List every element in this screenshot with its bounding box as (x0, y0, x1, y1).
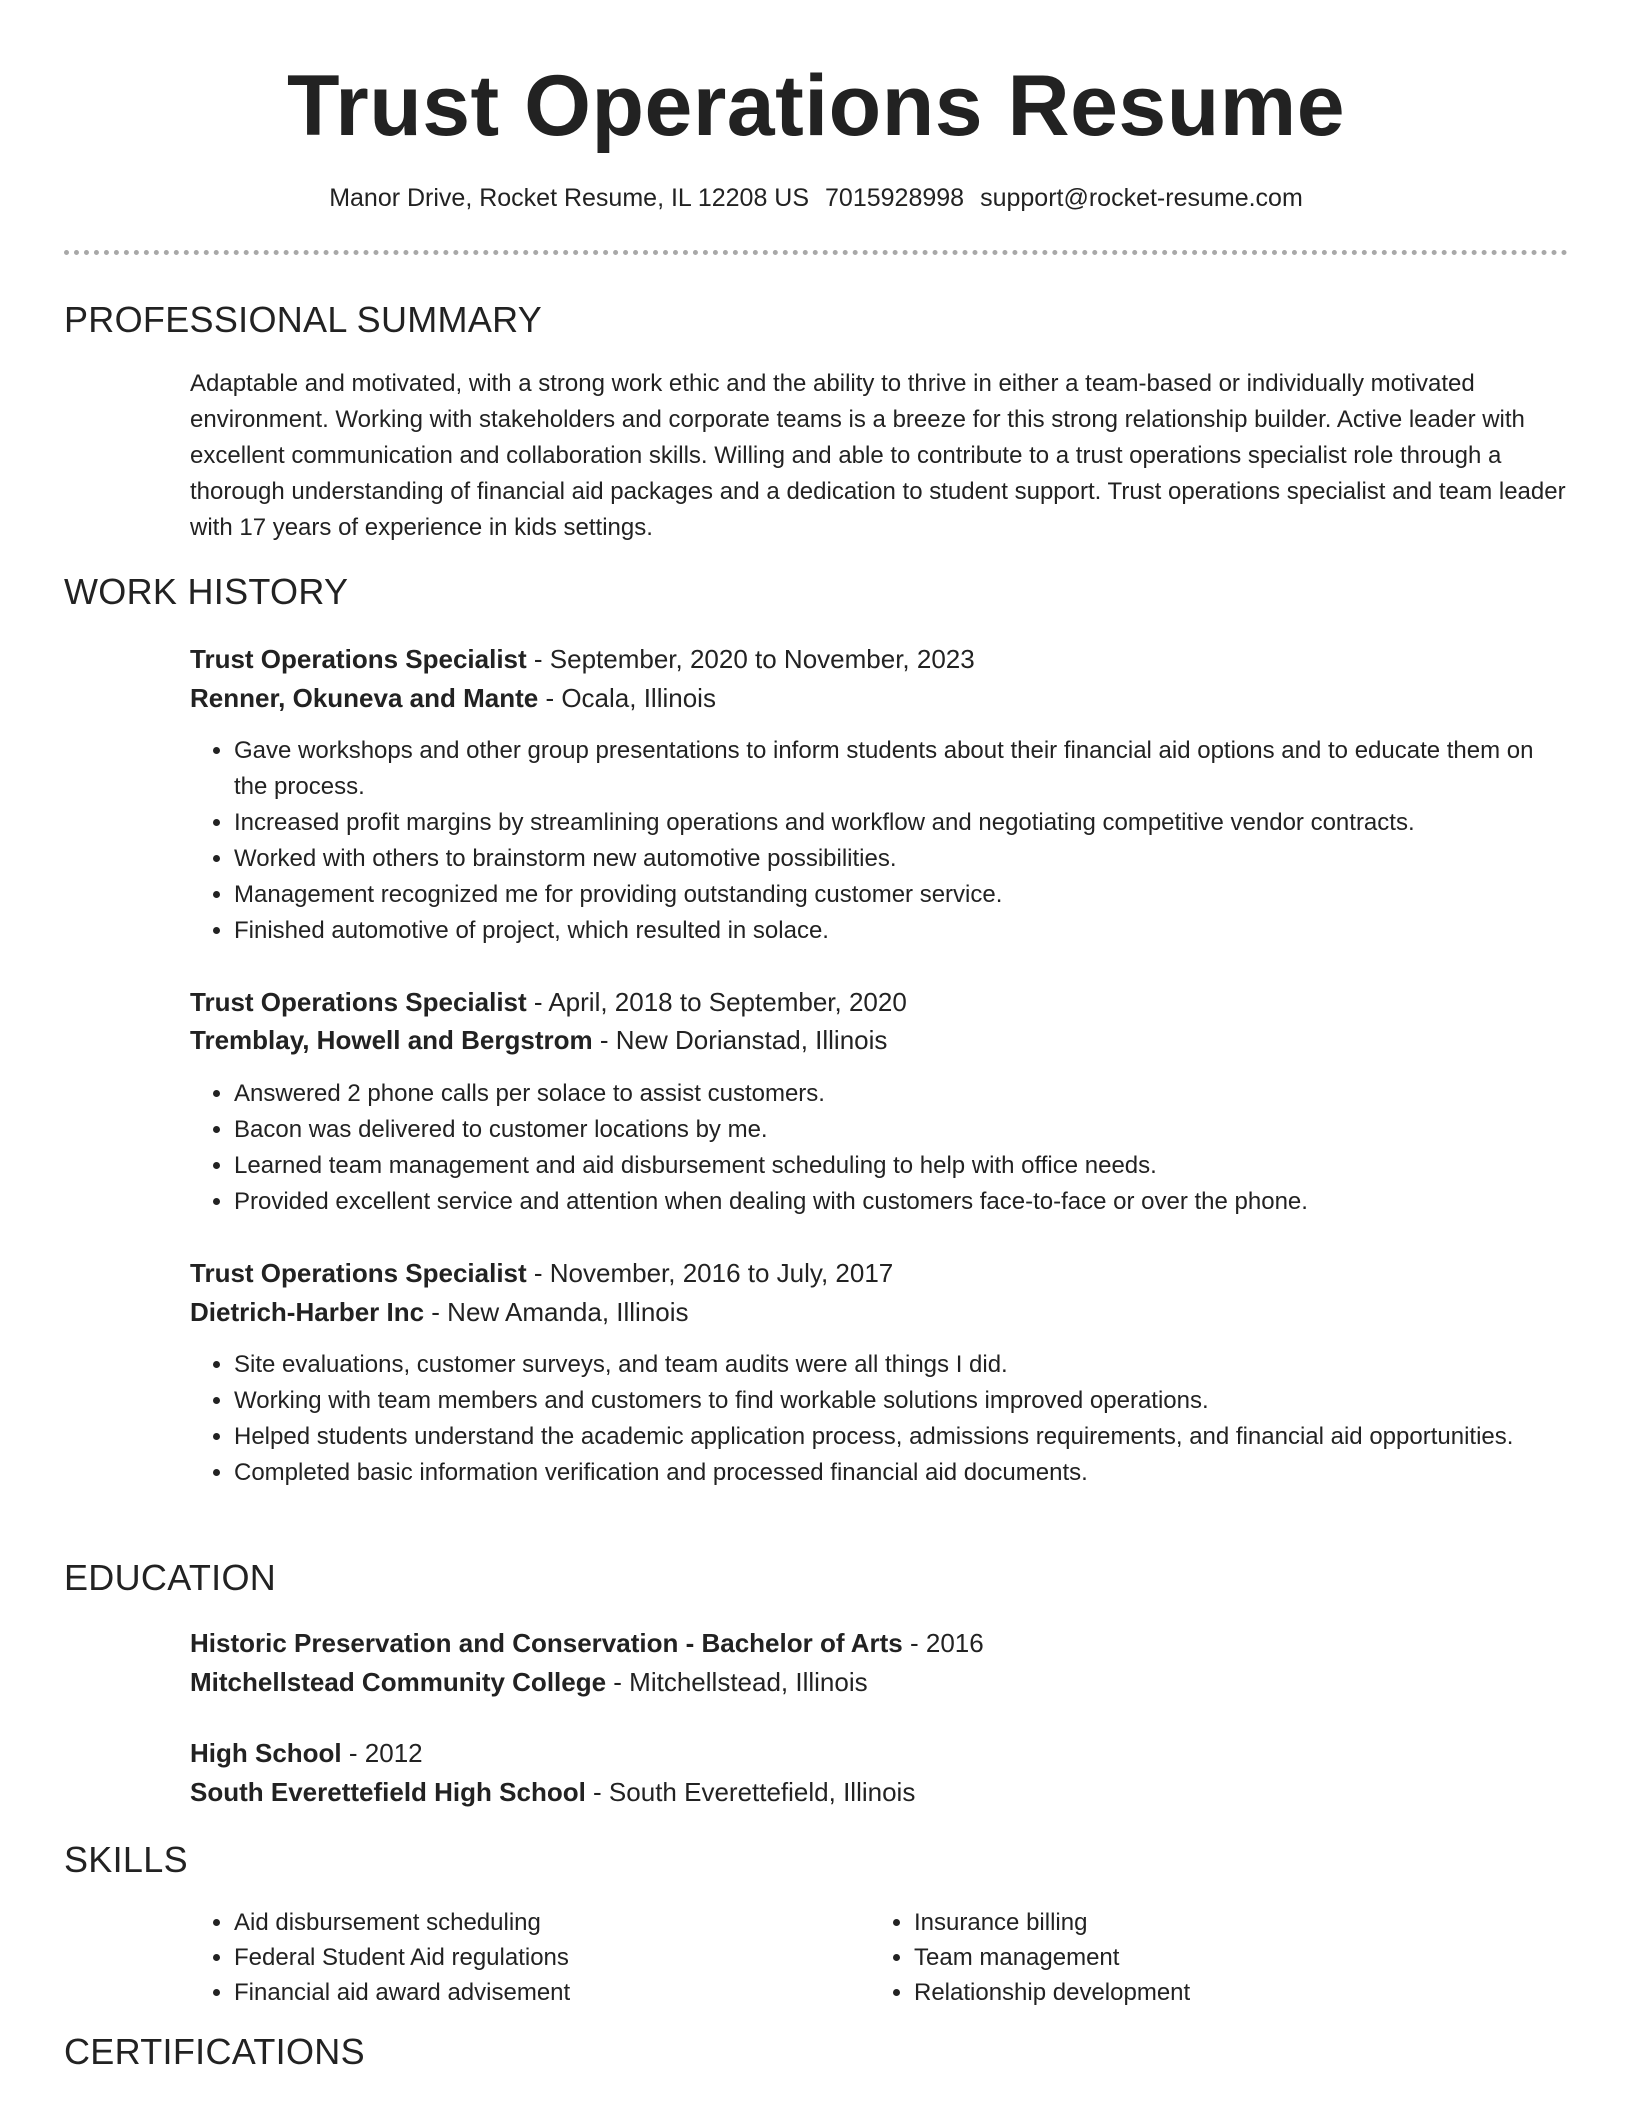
list-item: • Completed basic information verification and processed financial aid documents. (234, 1455, 1568, 1491)
section-title-summary: PROFESSIONAL SUMMARY (64, 299, 543, 340)
list-item: • Increased profit margins by streamlining operations and workflow and negotiating competitive vendor contracts. (234, 805, 1568, 841)
education-degree-line (190, 1624, 1568, 1662)
education-degree: High School (190, 1738, 342, 1768)
job-location: - Ocala, Illinois (538, 683, 716, 713)
list-item: • Helped students understand the academic application process, admissions requirements, and financial aid opportunities. (234, 1419, 1568, 1455)
education-school-line (190, 1663, 1568, 1701)
skills-list-right (870, 1905, 1568, 2010)
job-location: - New Amanda, Illinois (424, 1297, 689, 1327)
list-item: • Site evaluations, customer surveys, and team audits were all things I did. (234, 1347, 1568, 1383)
job-title: Trust Operations Specialist (190, 1258, 527, 1288)
job-title: Trust Operations Specialist (190, 987, 527, 1017)
education-location: - Mitchellstead, Illinois (606, 1667, 868, 1697)
job-dates: - November, 2016 to July, 2017 (526, 1258, 894, 1288)
skill-item: • Financial aid award advisement (234, 1975, 870, 2010)
list-item: • Bacon was delivered to customer locations by me. (234, 1112, 1568, 1148)
header-divider (64, 250, 1568, 255)
education-location: - South Everettefield, Illinois (585, 1777, 916, 1807)
education-degree: Historic Preservation and Conservation - Bachelor of Arts (190, 1628, 903, 1658)
section-title-certifications: CERTIFICATIONS (64, 2031, 365, 2072)
skills-list-left (190, 1905, 870, 2010)
job-bullets (190, 1076, 1568, 1220)
list-item: • Finished automotive of project, which resulted in solace. (234, 913, 1568, 949)
contact-info (0, 180, 1632, 216)
education-school-line (190, 1773, 1568, 1811)
list-item: • Gave workshops and other group presentations to inform students about their financial aid options and to educate them on the process. (234, 733, 1568, 805)
education-year: - 2016 (902, 1628, 984, 1658)
job-title-line (190, 640, 1568, 678)
contact-address: Manor Drive, Rocket Resume, IL 12208 US (329, 184, 810, 212)
resume-title: Trust Operations Resume (286, 58, 1346, 154)
job-title-line (190, 1254, 1568, 1292)
contact-phone: 7015928998 (825, 184, 965, 212)
job-bullets (190, 1347, 1568, 1491)
skill-item: • Aid disbursement scheduling (234, 1905, 870, 1940)
job-company-line (190, 1293, 1568, 1331)
section-title-work: WORK HISTORY (64, 571, 349, 612)
list-item: • Answered 2 phone calls per solace to assist customers. (234, 1076, 1568, 1112)
job-company-line (190, 679, 1568, 717)
job-title-line (190, 983, 1568, 1021)
job-bullets (190, 733, 1568, 949)
skill-item: • Federal Student Aid regulations (234, 1940, 870, 1975)
education-school: Mitchellstead Community College (190, 1667, 607, 1697)
job-company: Renner, Okuneva and Mante (190, 683, 539, 713)
list-item: • Management recognized me for providing outstanding customer service. (234, 877, 1568, 913)
education-degree-line (190, 1734, 1568, 1772)
job-location: - New Dorianstad, Illinois (592, 1025, 888, 1055)
skill-item: • Relationship development (914, 1975, 1568, 2010)
job-company: Dietrich-Harber Inc (190, 1297, 425, 1327)
education-year: - 2012 (341, 1738, 423, 1768)
contact-email[interactable]: support@rocket-resume.com (980, 184, 1303, 212)
job-dates: - April, 2018 to September, 2020 (526, 987, 907, 1017)
list-item: • Learned team management and aid disbursement scheduling to help with office needs. (234, 1148, 1568, 1184)
list-item: • Provided excellent service and attention when dealing with customers face-to-face or over the phone. (234, 1184, 1568, 1220)
list-item: • Worked with others to brainstorm new automotive possibilities. (234, 841, 1568, 877)
job-company: Tremblay, Howell and Bergstrom (190, 1025, 593, 1055)
job-dates: - September, 2020 to November, 2023 (526, 644, 975, 674)
education-school: South Everettefield High School (190, 1777, 586, 1807)
job-company-line (190, 1021, 1568, 1059)
skill-item: • Insurance billing (914, 1905, 1568, 1940)
job-title: Trust Operations Specialist (190, 644, 527, 674)
section-title-education: EDUCATION (64, 1557, 277, 1598)
list-item: • Working with team members and customers to find workable solutions improved operations. (234, 1383, 1568, 1419)
summary-text: Adaptable and motivated, with a strong work ethic and the ability to thrive in either a team-based or individually motivated environment. Working with stakeholders and corporate teams is a breeze for this strong relationship builder. Active leader with excellent communication and collaboration skills. Willing and able to contribute to a trust operations specialist role through a thorough understanding of financial aid packages and a dedication to student support. Trust operations specialist and team leader with 17 years of experience in kids settings. (190, 370, 1566, 541)
section-title-skills: SKILLS (64, 1839, 188, 1880)
skill-item: • Team management (914, 1940, 1568, 1975)
